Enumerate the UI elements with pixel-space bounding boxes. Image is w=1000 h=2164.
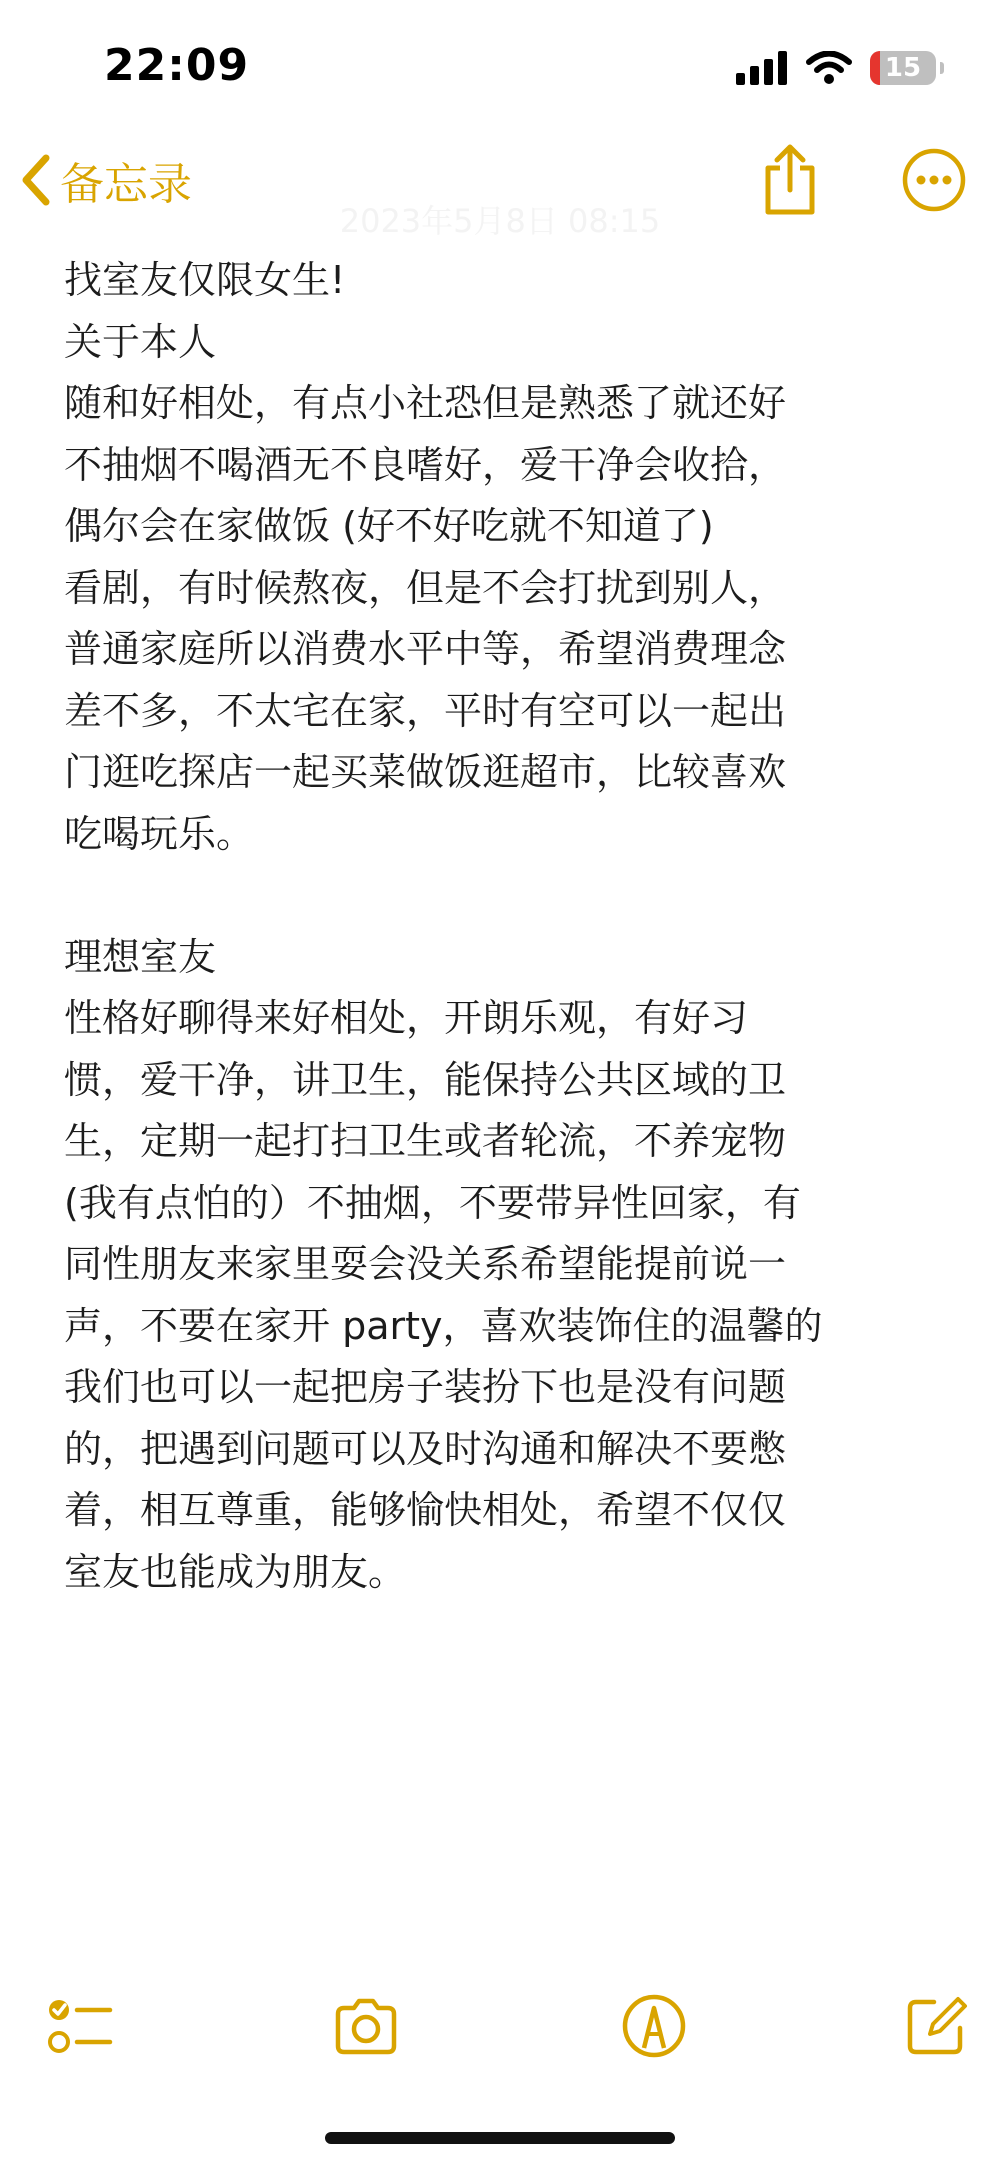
note-line: 门逛吃探店一起买菜做饭逛超市，比较喜欢 <box>64 750 787 794</box>
markup-icon[interactable] <box>618 1990 690 2062</box>
section-heading-ideal-roommate: 理想室友 <box>64 934 217 979</box>
note-line: 声，不要在家开 party，喜欢装饰住的温馨的 <box>64 1303 823 1348</box>
note-line: 惯，爱干净，讲卫生，能保持公共区域的卫 <box>64 1057 787 1102</box>
checklist-icon[interactable] <box>44 1990 116 2062</box>
cellular-signal-icon <box>736 51 788 85</box>
back-button-label: 备忘录 <box>60 159 192 210</box>
note-timestamp: 2023年5月8日 08:15 <box>339 202 661 240</box>
home-indicator[interactable] <box>325 2132 675 2144</box>
note-line: 同性朋友来家里耍会没关系希望能提前说一 <box>64 1242 787 1286</box>
note-line: 普通家庭所以消费水平中等，希望消费理念 <box>64 627 787 671</box>
note-line: 差不多，不太宅在家，平时有空可以一起出 <box>64 688 787 733</box>
bottom-toolbar <box>0 1980 1000 2070</box>
note-line: 吃喝玩乐。 <box>64 811 255 856</box>
status-icons <box>736 48 944 88</box>
note-line: 的，把遇到问题可以及时沟通和解决不要憋 <box>64 1426 787 1471</box>
status-time: 22:09 <box>104 40 250 91</box>
note-line: 不抽烟不喝酒无不良嗜好，爱干净会收拾， <box>64 442 787 487</box>
note-body[interactable] <box>64 250 954 1603</box>
section-heading-about-me: 关于本人 <box>64 319 217 364</box>
compose-icon[interactable] <box>900 1990 972 2062</box>
note-line: 性格好聊得来好相处，开朗乐观，有好习 <box>64 996 749 1040</box>
note-line: (我有点怕的）不抽烟，不要带异性回家，有 <box>64 1180 801 1225</box>
blank-line <box>64 865 954 927</box>
note-line: 偶尔会在家做饭 (好不好吃就不知道了) <box>64 504 714 548</box>
note-line: 我们也可以一起把房子装扮下也是没有问题 <box>64 1365 787 1409</box>
note-line: 着，相互尊重，能够愉快相处，希望不仅仅 <box>64 1488 787 1532</box>
wifi-icon <box>806 51 852 85</box>
note-line: 室友也能成为朋友。 <box>64 1549 407 1594</box>
note-line: 看剧，有时候熬夜，但是不会打扰到别人， <box>64 565 787 610</box>
note-title: 找室友仅限女生! <box>64 258 346 302</box>
battery-percentage: 15 <box>884 53 922 83</box>
battery-tip <box>940 62 944 74</box>
note-line: 随和好相处，有点小社恐但是熟悉了就还好 <box>64 381 787 425</box>
note-line: 生，定期一起打扫卫生或者轮流，不养宠物 <box>64 1119 787 1163</box>
battery-icon <box>870 51 936 85</box>
camera-icon[interactable] <box>330 1990 402 2062</box>
status-bar <box>0 0 1000 120</box>
